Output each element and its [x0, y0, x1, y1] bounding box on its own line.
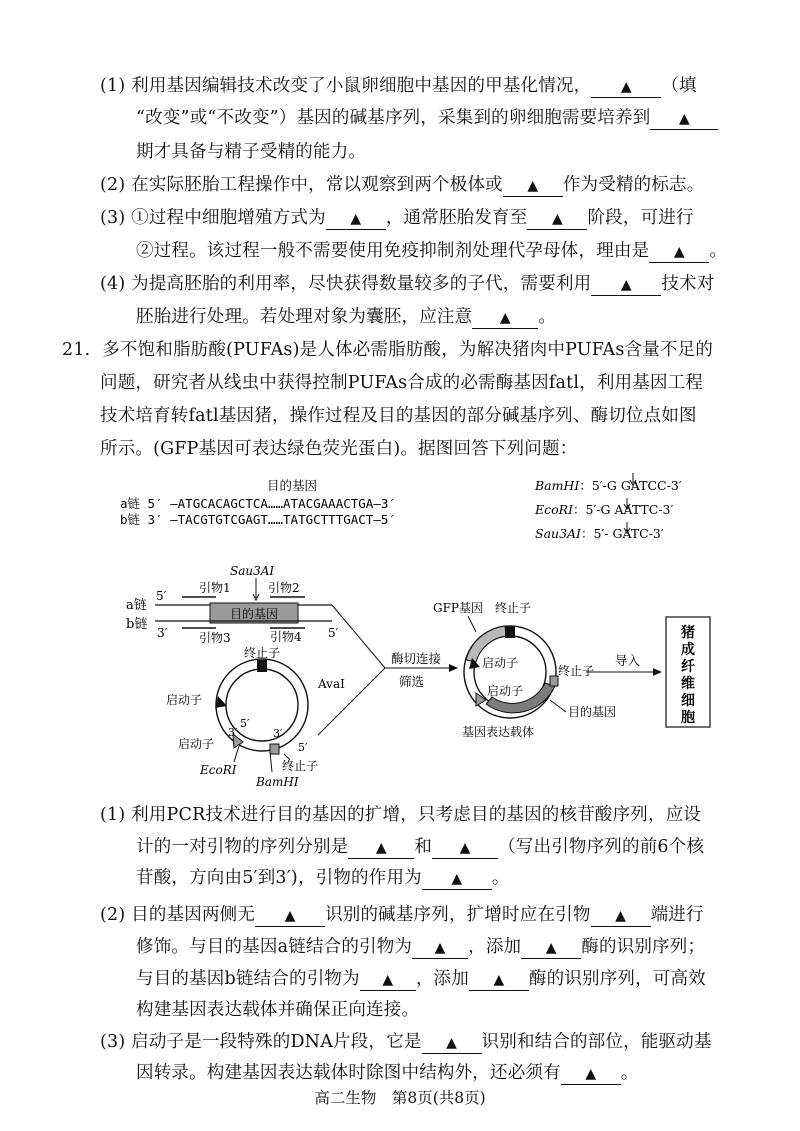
gene-engineering-figure: [0, 470, 800, 800]
q21-item1-line3: 苷酸，方向由5′到3′)，引物的作用为 ▲ 。: [136, 868, 510, 888]
plasmid-3prime-right: 3′: [273, 727, 283, 740]
b-chain-label: b链: [126, 617, 148, 632]
vector-terminator-top: 终止子: [495, 601, 532, 615]
q21-item2-line2: 修饰。与目的基因a链结合的引物为 ▲ ，添加 ▲ 酶的识别序列；: [136, 937, 706, 957]
primer-1-label: 引物1: [199, 581, 231, 595]
plasmid-terminator: 终止子: [244, 646, 281, 660]
q20-item3-line1: (3) ①过程中细胞增殖方式为 ▲ ，通常胚胎发育至 ▲ 阶段，可进行: [100, 208, 694, 228]
q21-item3-line2: 因转录。构建基因表达载体时除图中结构外，还必须有 ▲ 。: [136, 1063, 639, 1083]
q21-item1-line1: (1) 利用PCR技术进行目的基因的扩增，只考虑目的基因的核苷酸序列，应设: [100, 805, 702, 825]
answer-blank[interactable]: ▲: [469, 970, 529, 991]
screening-label: 筛选: [399, 674, 425, 689]
plasmid-terminator-2: 终止子: [282, 759, 319, 773]
answer-blank[interactable]: ▲: [591, 77, 661, 98]
q20-item1-line3: 期才具备与精子受精的能力。: [136, 142, 367, 162]
sau3ai-label: Sau3AⅠ: [230, 564, 275, 578]
q21-item2-line4: 构建基因表达载体并确保正向连接。: [136, 1000, 420, 1020]
answer-blank[interactable]: ▲: [412, 938, 468, 959]
answer-blank[interactable]: ▲: [422, 869, 492, 890]
answer-blank[interactable]: ▲: [650, 109, 718, 130]
import-label: 导入: [615, 653, 641, 668]
a-chain-sequence: a链 5′ —ATGCACAGCTCA……ATACGAAACTGA—3′: [120, 496, 396, 511]
answer-blank[interactable]: ▲: [521, 938, 581, 959]
vector-promoter-2: 启动子: [487, 684, 524, 698]
ecori-label: EcoRⅠ: [200, 763, 237, 777]
ecori-site: EcoRⅠ：5′-G AATTC-3′: [535, 502, 674, 517]
q21-item2-line3: 与目的基因b链结合的引物为 ▲ ，添加 ▲ 酶的识别序列，可高效: [136, 969, 706, 989]
plasmid-5prime-right: 5′: [298, 741, 308, 754]
q21-stem-line3: 技术培育转fatl基因猪，操作过程及目的基因的部分碱基序列、酶切位点如图: [100, 406, 697, 426]
q20-item4-line1: (4) 为提高胚胎的利用率，尽快获得数量较多的子代，需要利用 ▲ 技术对: [100, 274, 715, 294]
target-gene-box-label: 目的基因: [229, 607, 279, 621]
answer-blank[interactable]: ▲: [432, 838, 498, 859]
question-number: 21.: [62, 340, 91, 360]
q20-item1-line1: (1) 利用基因编辑技术改变了小鼠卵细胞中基因的甲基化情况， ▲ （填: [100, 76, 697, 96]
answer-blank[interactable]: ▲: [472, 308, 538, 329]
b-chain-sequence: b链 3′ —TACGTGTCGAGT……TATGCTTTGACT—5′: [120, 512, 396, 527]
primer-2-label: 引物2: [268, 581, 300, 595]
answer-blank[interactable]: ▲: [591, 906, 651, 927]
answer-blank[interactable]: ▲: [591, 275, 661, 296]
expression-vector: [433, 601, 616, 739]
page-footer: 高二生物 第8页(共8页): [314, 1089, 486, 1107]
bamhi-label: BamHⅠ: [256, 775, 299, 789]
a-chain-label: a链: [126, 598, 147, 613]
sau3ai-site: Sau3AⅠ：5′- GATC-3′: [535, 526, 664, 541]
vector-target-gene: 目的基因: [568, 705, 617, 719]
bamhi-site: BamHⅠ：5′-G GATCC-3′: [535, 478, 682, 493]
answer-blank[interactable]: ▲: [561, 1064, 621, 1085]
q21-stem-line2: 问题，研究者从线虫中获得控制PUFAs合成的必需酶基因fatl，利用基因工程: [100, 373, 704, 393]
gfp-gene-label: GFP基因: [433, 601, 483, 615]
enzyme-sites: [534, 473, 682, 541]
q20-item3-line2: ②过程。该过程一般不需要使用免疫抑制剂处理代孕母体，理由是 ▲ 。: [136, 241, 728, 261]
answer-blank[interactable]: ▲: [326, 209, 386, 230]
linear-dna: [126, 564, 339, 645]
answer-blank[interactable]: ▲: [255, 906, 325, 927]
answer-blank[interactable]: ▲: [649, 242, 709, 263]
q20-item2: (2) 在实际胚胎工程操作中，常以观察到两个极体或 ▲ 作为受精的标志。: [100, 175, 705, 195]
answer-blank[interactable]: ▲: [527, 209, 587, 230]
vector-terminator-right: 终止子: [558, 664, 595, 678]
q21-item2-line1: (2) 目的基因两侧无 ▲ 识别的碱基序列，扩增时应在引物 ▲ 端进行: [100, 905, 704, 925]
five-prime-a: 5′: [156, 589, 167, 603]
plasmid: [166, 646, 345, 789]
five-prime-b: 5′: [328, 626, 339, 640]
vector-promoter-1: 启动子: [482, 656, 519, 670]
answer-blank[interactable]: ▲: [422, 1033, 482, 1054]
plasmid-promoter-2: 启动子: [178, 737, 215, 751]
q21-item1-line2: 计的一对引物的序列分别是 ▲ 和 ▲ （写出引物序列的前6个核: [136, 837, 705, 857]
plasmid-5prime-left: 5′: [240, 717, 250, 730]
primer-3-label: 引物3: [199, 631, 231, 645]
primer-4-label: 引物4: [270, 630, 302, 644]
aval-label: AvaⅠ: [318, 677, 345, 691]
answer-blank[interactable]: ▲: [348, 838, 414, 859]
pig-fibroblast-label: 猪成纤维细胞: [681, 625, 695, 726]
plasmid-3prime-left: 3′: [228, 726, 238, 739]
target-gene-title: 目的基因: [266, 478, 318, 493]
q20-item1-line2: “改变”或“不改变”）基因的碱基序列，采集到的卵细胞需要培养到 ▲: [136, 106, 718, 130]
answer-blank[interactable]: ▲: [360, 970, 416, 991]
three-prime-b: 3′: [157, 626, 168, 640]
q21-stem-line4: 所示。(GFP基因可表达绿色荧光蛋白)。据图回答下列问题：: [100, 439, 578, 459]
expression-vector-label: 基因表达载体: [462, 725, 535, 739]
enzyme-ligation-label: 酶切连接: [391, 651, 442, 666]
q21-item3-line1: (3) 启动子是一段特殊的DNA片段，它是 ▲ 识别和结合的部位，能驱动基: [100, 1032, 712, 1052]
plasmid-promoter-1: 启动子: [166, 693, 203, 707]
q21-stem-line1: 21. 多不饱和脂肪酸(PUFAs)是人体必需脂肪酸，为解决猪肉中PUFAs含量不足的: [62, 340, 714, 360]
answer-blank[interactable]: ▲: [503, 176, 563, 197]
q20-item4-line2: 胚胎进行处理。若处理对象为囊胚，应注意 ▲ 。: [136, 307, 557, 327]
